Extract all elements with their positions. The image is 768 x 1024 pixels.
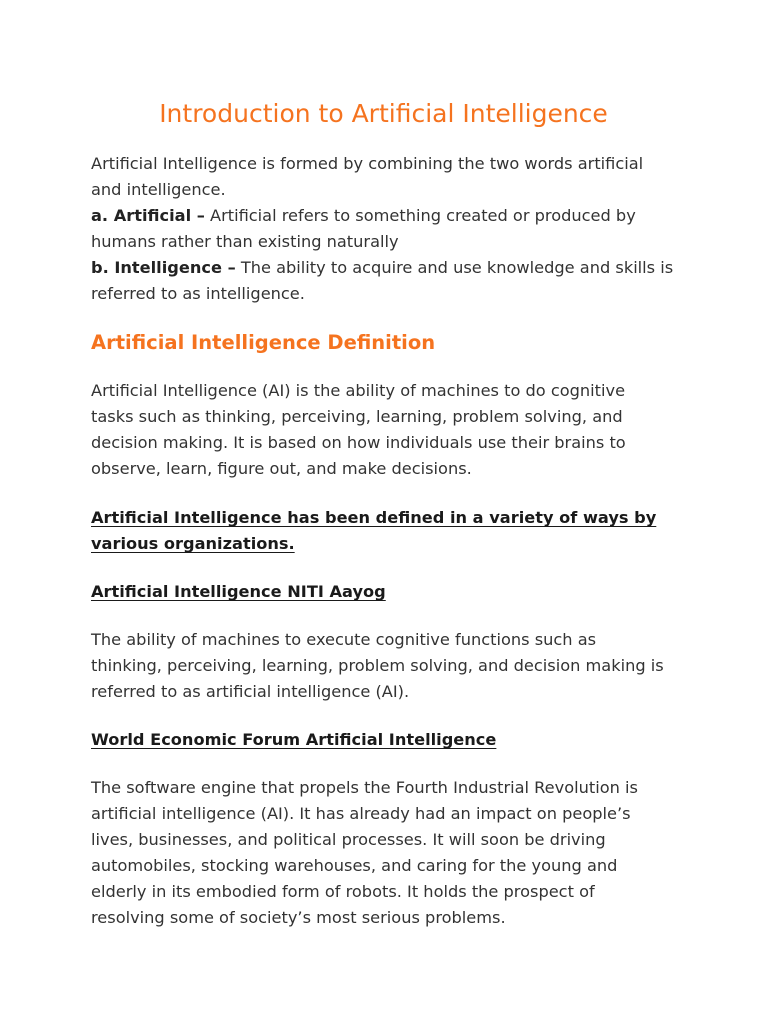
intro-line-2: and intelligence. bbox=[91, 180, 226, 199]
page-title: Introduction to Artificial Intelligence bbox=[159, 99, 608, 128]
definition-line: Artificial Intelligence (AI) is the ability of machines to do cognitive bbox=[91, 381, 626, 400]
wef-line: lives, businesses, and political processes. It will soon be driving bbox=[91, 830, 606, 849]
definition-line: observe, learn, figure out, and make decisions. bbox=[91, 459, 472, 478]
wef-paragraph bbox=[91, 775, 676, 931]
term-b-label: b. Intelligence – bbox=[91, 258, 236, 277]
definition-line: tasks such as thinking, perceiving, learning, problem solving, and bbox=[91, 407, 623, 426]
niti-aayog-line: referred to as artificial intelligence (AI). bbox=[91, 682, 410, 701]
niti-aayog-heading: Artificial Intelligence NITI Aayog bbox=[91, 582, 386, 601]
wef-heading: World Economic Forum Artificial Intelligence bbox=[91, 730, 497, 749]
niti-aayog-line: The ability of machines to execute cognitive functions such as bbox=[91, 630, 597, 649]
intro-paragraph bbox=[91, 151, 676, 307]
varieties-heading-line-2: various organizations. bbox=[91, 534, 295, 553]
wef-line: automobiles, stocking warehouses, and caring for the young and bbox=[91, 856, 618, 875]
wef-line: The software engine that propels the Fourth Industrial Revolution is bbox=[91, 778, 638, 797]
definition-paragraph bbox=[91, 378, 676, 482]
definition-heading: Artificial Intelligence Definition bbox=[91, 331, 436, 354]
wef-line: resolving some of society’s most serious problems. bbox=[91, 908, 506, 927]
term-a-text-1: Artificial refers to something created or produced by bbox=[204, 206, 636, 225]
term-a-line-2: humans rather than existing naturally bbox=[91, 232, 399, 251]
term-a-label: a. Artificial – bbox=[91, 206, 205, 225]
wef-line: elderly in its embodied form of robots. It holds the prospect of bbox=[91, 882, 595, 901]
term-b-text-1: The ability to acquire and use knowledge and skills is bbox=[235, 258, 674, 277]
intro-line-1: Artificial Intelligence is formed by combining the two words artificial bbox=[91, 154, 644, 173]
term-b-line-2: referred to as intelligence. bbox=[91, 284, 305, 303]
varieties-heading-line-1: Artificial Intelligence has been defined in a variety of ways by bbox=[91, 508, 657, 527]
definition-line: decision making. It is based on how individuals use their brains to bbox=[91, 433, 626, 452]
wef-line: artificial intelligence (AI). It has already had an impact on people’s bbox=[91, 804, 631, 823]
term-a-line-1 bbox=[91, 203, 676, 229]
niti-aayog-paragraph bbox=[91, 627, 676, 705]
niti-aayog-line: thinking, perceiving, learning, problem solving, and decision making is bbox=[91, 656, 664, 675]
term-b-line-1 bbox=[91, 255, 676, 281]
varieties-heading bbox=[91, 505, 676, 557]
